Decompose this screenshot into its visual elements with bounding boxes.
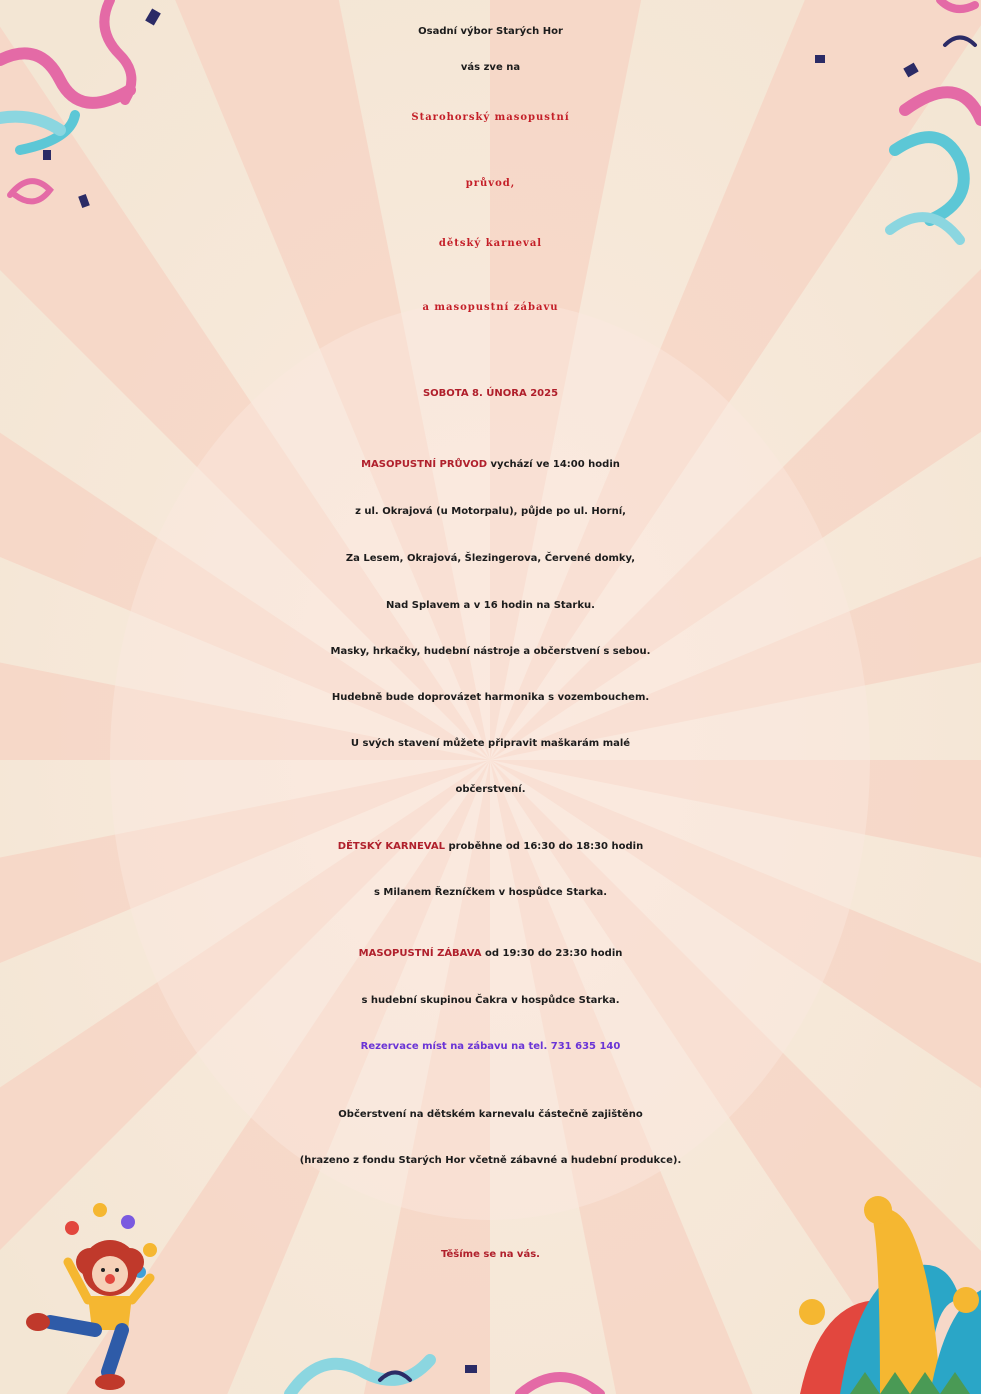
party-heading: MASOPUSTNÍ ZÁBAVA — [358, 948, 482, 959]
closing-greeting: Těšíme se na vás. — [441, 1249, 540, 1260]
carnival-time: proběhne od 16:30 do 18:30 hodin — [444, 841, 644, 852]
refreshments-line-1: Občerstvení na dětském karnevalu částečně zajištěno — [338, 1109, 643, 1120]
title-line-3: dětský karneval — [438, 238, 543, 249]
procession-line-3: Za Lesem, Okrajová, Šlezingerova, Červené domky, — [345, 553, 636, 564]
refreshments-line-2: (hrazeno z fondu Starých Hor včetně zábavné a hudební produkce). — [299, 1155, 682, 1166]
carnival-heading: DĚTSKÝ KARNEVAL — [337, 841, 445, 852]
carnival-line-2: s Milanem Řezníčkem v hospůdce Starka. — [373, 887, 608, 898]
invite-line: vás zve na — [460, 62, 521, 73]
party-time: od 19:30 do 23:30 hodin — [481, 948, 623, 959]
organizer-line: Osadní výbor Starých Hor — [418, 26, 563, 37]
title-line-1: Starohorský masopustní — [411, 112, 570, 123]
procession-line-7: U svých stavení můžete připravit maškarám malé — [350, 738, 631, 749]
party-line-2: s hudební skupinou Čakra v hospůdce Starka. — [361, 995, 620, 1006]
reservation-phone: Rezervace míst na zábavu na tel. 731 635 140 — [360, 1041, 621, 1052]
title-line-4: a masopustní zábavu — [422, 302, 559, 313]
procession-line-4: Nad Splavem a v 16 hodin na Starku. — [386, 600, 595, 611]
procession-line-2: z ul. Okrajová (u Motorpalu), půjde po ul. Horní, — [355, 506, 626, 517]
procession-heading: MASOPUSTNÍ PRŮVOD — [361, 459, 488, 470]
procession-time: vychází ve 14:00 hodin — [487, 459, 620, 470]
event-date: SOBOTA 8. ÚNORA 2025 — [422, 388, 559, 399]
party-line-1 — [0, 948, 981, 959]
procession-line-6: Hudebně bude doprovázet harmonika s vozembouchem. — [331, 692, 650, 703]
title-line-2: průvod, — [465, 178, 516, 189]
carnival-line-1 — [0, 841, 981, 852]
procession-line-5: Masky, hrkačky, hudební nástroje a občerstvení s sebou. — [330, 646, 651, 657]
procession-line-8: občerstvení. — [455, 784, 526, 795]
procession-line-1 — [0, 459, 981, 470]
